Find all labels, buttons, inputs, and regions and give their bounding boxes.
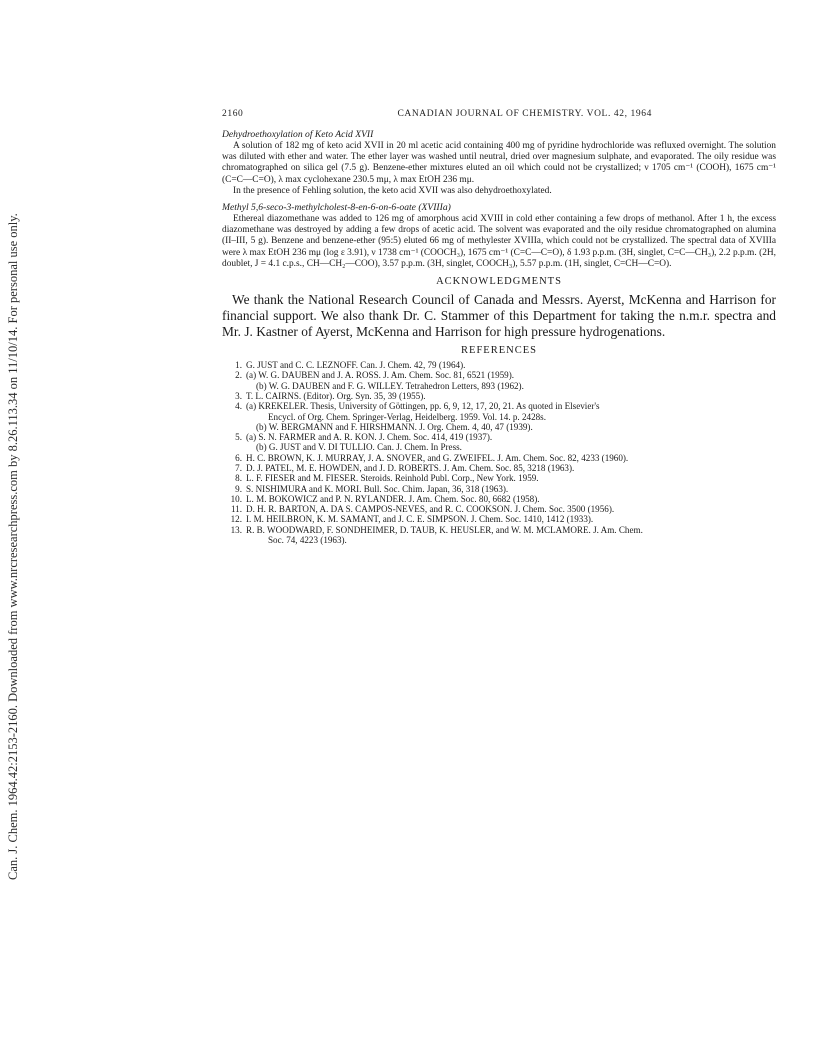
reference-item: [222, 412, 776, 422]
reference-number: 12.: [230, 514, 242, 525]
reference-item: [222, 432, 776, 442]
reference-number: 10.: [230, 493, 242, 504]
reference-item: [222, 401, 776, 411]
reference-number: 2.: [235, 370, 242, 381]
reference-text: R. B. WOODWARD, F. SONDHEIMER, D. TAUB, K. HEUSLER, and W. M. MCLAMORE. J. Am. Chem.: [246, 524, 643, 535]
reference-text: H. C. BROWN, K. J. MURRAY, J. A. SNOVER, and G. ZWEIFEL. J. Am. Chem. Soc. 82, 4233 (1960).: [246, 452, 629, 463]
reference-list: [222, 360, 776, 545]
reference-text: L. F. FIESER and M. FIESER. Steroids. Reinhold Publ. Corp., New York. 1959.: [246, 473, 539, 484]
reference-number: [222, 422, 246, 432]
reference-item: [222, 370, 776, 380]
reference-item: [222, 484, 776, 494]
reference-number: 5.: [235, 432, 242, 443]
section-title: Methyl 5,6-seco-3-methylcholest-8-en-6-on-6-oate (XVIIIa): [222, 202, 451, 214]
reference-number: 8.: [235, 473, 242, 484]
paragraph: A solution of 182 mg of keto acid XVII in 20 ml acetic acid containing 400 mg of pyridine hydrochloride was refluxed overnight. The solution was diluted with ether and water. The ether layer was washed until neutral, dried over magnesium sulphate, and evaporated. The oily residue was chromatographed on silica gel (7.5 g). Benzene-ether mixtures eluted an oil which could not be crystallized; ν 1705 cm⁻¹ (COOH), 1675 cm⁻¹ (C=C—C=O), λ max cyclohexane 230.5 mμ, λ max EtOH 236 mμ.: [222, 141, 776, 185]
section-methyl-ester: [222, 202, 776, 270]
reference-item: [222, 422, 776, 432]
reference-text: L. M. BOKOWICZ and P. N. RYLANDER. J. Am. Chem. Soc. 80, 6682 (1958).: [246, 493, 540, 504]
reference-text: D. J. PATEL, M. E. HOWDEN, and J. D. ROBERTS. J. Am. Chem. Soc. 85, 3218 (1963).: [246, 463, 575, 473]
reference-item: [222, 442, 776, 452]
reference-text: Encycl. of Org. Chem. Springer-Verlag, Heidelberg. 1959. Vol. 14. p. 2428s.: [268, 411, 546, 422]
reference-text: (b) G. JUST and V. DI TULLIO. Can. J. Chem. In Press.: [256, 442, 462, 453]
reference-number: 6.: [235, 452, 242, 463]
journal-page: [222, 109, 776, 545]
page-header: [222, 109, 776, 119]
reference-item: [222, 463, 776, 473]
reference-item: [222, 453, 776, 463]
reference-text: T. L. CAIRNS. (Editor). Org. Syn. 35, 39 (1955).: [246, 390, 426, 401]
reference-text: D. H. R. BARTON, A. DA S. CAMPOS-NEVES, and R. C. COOKSON. J. Chem. Soc. 3500 (1956).: [246, 504, 615, 515]
reference-text: S. NISHIMURA and K. MORI. Bull. Soc. Chim. Japan, 36, 318 (1963).: [246, 483, 509, 494]
reference-item: [222, 381, 776, 391]
reference-item: [222, 525, 776, 535]
reference-number: [222, 381, 246, 391]
journal-running-title: CANADIAN JOURNAL OF CHEMISTRY. VOL. 42, 1964: [397, 109, 652, 119]
reference-item: [222, 473, 776, 483]
reference-number: [222, 442, 246, 452]
reference-item: [222, 514, 776, 524]
reference-number: 7.: [235, 463, 242, 473]
page-number: 2160: [222, 109, 244, 119]
reference-number: 4.: [235, 401, 242, 412]
download-watermark: [6, 140, 36, 880]
paragraph: In the presence of Fehling solution, the keto acid XVII was also dehydroethoxylated.: [233, 185, 552, 196]
reference-number: 9.: [235, 483, 242, 494]
reference-text: (a) W. G. DAUBEN and J. A. ROSS. J. Am. Chem. Soc. 81, 6521 (1959).: [246, 370, 515, 381]
reference-item: [222, 535, 776, 545]
references-heading: REFERENCES: [461, 345, 537, 357]
acknowledgments-text: We thank the National Research Council of Canada and Messrs. Ayerst, McKenna and Harrison for financial support. We also thank Dr. C. Stammer of this Department for taking the n.m.r. spectra and Mr. J. Kastner of Ayerst, McKenna and Harrison for high pressure hydrogenations.: [222, 292, 776, 340]
reference-text: G. JUST and C. C. LEZNOFF. Can. J. Chem. 42, 79 (1964).: [246, 360, 466, 371]
reference-number: 1.: [235, 360, 242, 371]
reference-number: [222, 535, 246, 545]
reference-text: (b) W. G. DAUBEN and F. G. WILLEY. Tetrahedron Letters, 893 (1962).: [256, 380, 524, 391]
acknowledgments-heading: ACKNOWLEDGMENTS: [436, 276, 562, 288]
reference-item: [222, 504, 776, 514]
reference-number: 13.: [230, 524, 242, 535]
reference-text: I. M. HEILBRON, K. M. SAMANT, and J. C. E. SIMPSON. J. Chem. Soc. 1410, 1412 (1933).: [246, 514, 594, 525]
download-watermark-text: Can. J. Chem. 1964.42:2153-2160. Downloaded from www.nrcresearchpress.com by 8.26.113.34 on 11/10/14. For personal use only.: [6, 213, 20, 880]
reference-item: [222, 391, 776, 401]
reference-text: Soc. 74, 4223 (1963).: [268, 535, 347, 546]
reference-item: [222, 360, 776, 370]
paragraph: Ethereal diazomethane was added to 126 mg of amorphous acid XVIII in cold ether containing a few drops of methanol. After 1 h, the excess diazomethane was destroyed by adding a few drops of acetic acid. The solvent was evaporated and the oily residue chromatographed on alumina (II–III, 5 g). Benzene and benzene-ether (95:5) eluted 66 mg of methylester XVIIIa, which could not be crystallized. The spectral data of XVIIIa were λ max EtOH 236 mμ (log ε 3.91), ν 1738 cm⁻¹ (COOCH₃), 1675 cm⁻¹ (C=C—C=O), δ 1.93 p.p.m. (3H, singlet, C=C—CH₃), 2.2 p.p.m. (2H, doublet, J = 4.1 c.p.s., CH—CH₂—COO), 3.57 p.p.m. (3H, singlet, COOCH₃), 5.57 p.p.m. (1H, singlet, C=CH—C=O).: [222, 214, 776, 269]
reference-number: 11.: [230, 504, 242, 515]
section-dehydroethoxylation: [222, 129, 776, 197]
section-title: Dehydroethoxylation of Keto Acid XVII: [222, 129, 374, 140]
reference-text: (a) S. N. FARMER and A. R. KON. J. Chem. Soc. 414, 419 (1937).: [246, 432, 493, 443]
reference-number: [222, 412, 246, 422]
reference-item: [222, 494, 776, 504]
reference-text: (a) KREKELER. Thesis, University of Göttingen, pp. 6, 9, 12, 17, 20, 21. As quoted in Elsevier's: [246, 401, 600, 412]
reference-number: 3.: [235, 390, 242, 401]
reference-text: (b) W. BERGMANN and F. HIRSHMANN. J. Org. Chem. 4, 40, 47 (1939).: [256, 421, 533, 432]
